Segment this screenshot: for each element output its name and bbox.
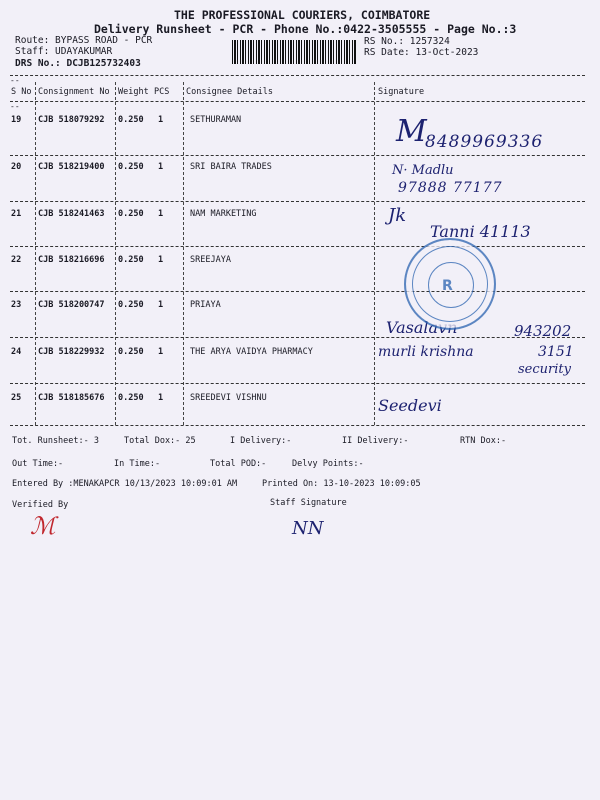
total-pod: Total POD:- bbox=[210, 459, 267, 469]
signature-phone: Tanni 41113 bbox=[430, 222, 531, 241]
divider bbox=[10, 101, 585, 102]
row-pcs: 1 bbox=[158, 162, 164, 172]
company-title: THE PROFESSIONAL COURIERS, COIMBATORE bbox=[174, 8, 431, 22]
row-pcs: 1 bbox=[158, 115, 164, 125]
row-divider bbox=[10, 425, 585, 426]
row-sno: 23 bbox=[11, 300, 22, 310]
row-weight: 0.250 bbox=[118, 347, 144, 357]
column-separator bbox=[115, 82, 116, 425]
row-weight: 0.250 bbox=[118, 393, 144, 403]
printed-on: Printed On: 13-10-2023 10:09:05 bbox=[262, 479, 421, 489]
dash-marker: -- bbox=[10, 76, 20, 85]
i-delivery: I Delivery:- bbox=[230, 436, 292, 446]
row-pcs: 1 bbox=[158, 300, 164, 310]
row-sno: 22 bbox=[11, 255, 22, 265]
in-time: In Time:- bbox=[114, 459, 161, 469]
rubber-stamp bbox=[404, 238, 496, 330]
row-consignee: THE ARYA VAIDYA PHARMACY bbox=[190, 347, 313, 357]
staff-signature: NN bbox=[292, 518, 324, 539]
row-consignee: NAM MARKETING bbox=[190, 209, 257, 219]
row-divider bbox=[10, 246, 585, 247]
column-separator bbox=[35, 82, 36, 425]
stamp-logo: R bbox=[442, 278, 453, 294]
row-sno: 20 bbox=[11, 162, 22, 172]
row-consignee: PRIAYA bbox=[190, 300, 221, 310]
row-consignment: CJB 518079292 bbox=[38, 115, 105, 125]
rtn-dox: RTN Dox:- bbox=[460, 436, 507, 446]
signature-mark: Jk bbox=[388, 205, 407, 226]
row-consignee: SETHURAMAN bbox=[190, 115, 242, 125]
runsheet-subtitle: Delivery Runsheet - PCR - Phone No.:0422-3505555 - Page No.:3 bbox=[94, 22, 517, 36]
row-pcs: 1 bbox=[158, 393, 164, 403]
signature-phone: 943202 bbox=[514, 322, 572, 340]
staff-signature-label: Staff Signature bbox=[270, 498, 347, 508]
column-separator bbox=[374, 82, 375, 425]
row-consignee: SREEDEVI VISHNU bbox=[190, 393, 267, 403]
row-pcs: 1 bbox=[158, 255, 164, 265]
row-consignment: CJB 518229932 bbox=[38, 347, 105, 357]
signature-mark: M bbox=[396, 114, 427, 149]
col-header-consignment: Consignment No bbox=[38, 87, 110, 97]
row-sno: 21 bbox=[11, 209, 22, 219]
signature-note: security bbox=[518, 362, 571, 377]
total-runsheet: Tot. Runsheet:- 3 bbox=[12, 436, 99, 446]
row-pcs: 1 bbox=[158, 209, 164, 219]
col-header-sno: S No bbox=[11, 87, 32, 97]
divider bbox=[10, 75, 585, 76]
out-time: Out Time:- bbox=[12, 459, 64, 469]
row-consignment: CJB 518216696 bbox=[38, 255, 105, 265]
row-pcs: 1 bbox=[158, 347, 164, 357]
row-divider bbox=[10, 383, 585, 384]
row-divider bbox=[10, 337, 585, 338]
signature-mark: Seedevi bbox=[378, 396, 442, 415]
signature-mark: Vasalavn bbox=[386, 318, 458, 337]
ii-delivery: II Delivery:- bbox=[342, 436, 409, 446]
col-header-signature: Signature bbox=[378, 87, 425, 97]
signature-phone: 8489969336 bbox=[425, 132, 544, 152]
signature-mark: N· Madlu bbox=[392, 163, 454, 178]
row-sno: 24 bbox=[11, 347, 22, 357]
row-weight: 0.250 bbox=[118, 209, 144, 219]
row-weight: 0.250 bbox=[118, 255, 144, 265]
dash-marker: -- bbox=[10, 102, 20, 111]
staff-label: Staff: UDAYAKUMAR bbox=[15, 46, 113, 57]
signature-phone: 97888 77177 bbox=[398, 180, 503, 196]
row-sno: 19 bbox=[11, 115, 22, 125]
row-consignment: CJB 518185676 bbox=[38, 393, 105, 403]
row-consignee: SRI BAIRA TRADES bbox=[190, 162, 272, 172]
col-header-pcs: PCS bbox=[154, 87, 170, 97]
signature-phone: 3151 bbox=[538, 344, 574, 360]
row-consignment: CJB 518241463 bbox=[38, 209, 105, 219]
signature-mark: murli krishna bbox=[378, 344, 474, 360]
col-header-consignee: Consignee Details bbox=[186, 87, 273, 97]
row-weight: 0.250 bbox=[118, 300, 144, 310]
total-dox: Total Dox:- 25 bbox=[124, 436, 196, 446]
drs-number: DRS No.: DCJB125732403 bbox=[15, 58, 141, 69]
row-consignment: CJB 518219400 bbox=[38, 162, 105, 172]
route-label: Route: BYPASS ROAD - PCR bbox=[15, 35, 153, 46]
row-weight: 0.250 bbox=[118, 115, 144, 125]
col-header-weight: Weight bbox=[118, 87, 149, 97]
row-divider bbox=[10, 201, 585, 202]
verified-by-label: Verified By bbox=[12, 500, 69, 510]
entered-by: Entered By :MENAKAPCR 10/13/2023 10:09:01 AM bbox=[12, 479, 238, 489]
verifier-signature: ℳ bbox=[30, 512, 56, 540]
rs-date: RS Date: 13-Oct-2023 bbox=[364, 47, 479, 58]
barcode-image bbox=[232, 40, 356, 64]
row-consignee: SREEJAYA bbox=[190, 255, 231, 265]
row-consignment: CJB 518200747 bbox=[38, 300, 105, 310]
row-divider bbox=[10, 155, 585, 156]
rs-number: RS No.: 1257324 bbox=[364, 36, 450, 47]
column-separator bbox=[183, 82, 184, 425]
row-divider bbox=[10, 291, 585, 292]
row-sno: 25 bbox=[11, 393, 22, 403]
row-weight: 0.250 bbox=[118, 162, 144, 172]
delivery-points: Delvy Points:- bbox=[292, 459, 364, 469]
